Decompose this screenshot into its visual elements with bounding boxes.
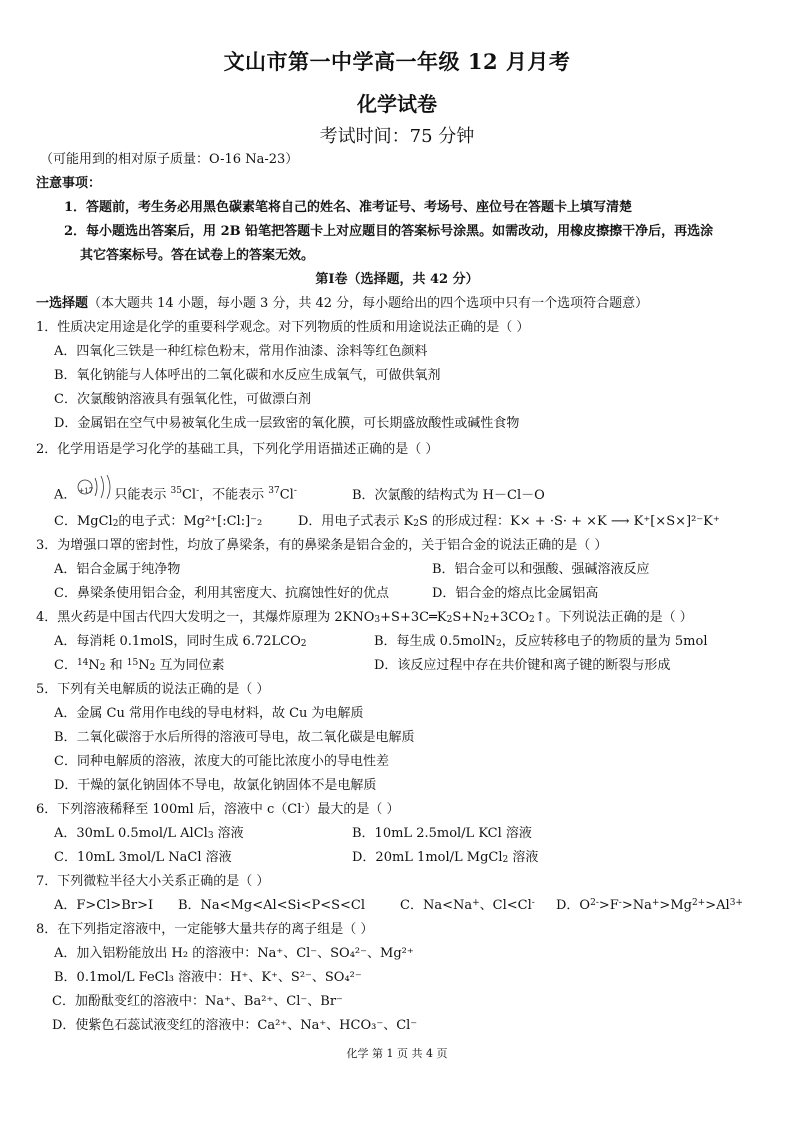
q7-option-c: C．Na<Na+、Cl<Cl- bbox=[400, 898, 535, 913]
q6-option-c: C．10mL 3mol/L NaCl 溶液 bbox=[54, 850, 232, 865]
page-footer: 化学 第 1 页 共 4 页 bbox=[346, 1047, 448, 1060]
q5-option-b: B．二氧化碳溶于水后所得的溶液可导电，故二氧化碳是电解质 bbox=[54, 730, 415, 745]
q1-stem: 1．性质决定用途是化学的重要科学观念。对下列物质的性质和用途说法正确的是（ ） bbox=[36, 320, 530, 335]
q5-option-a: A．金属 Cu 常用作电线的导电材料，故 Cu 为电解质 bbox=[54, 706, 364, 721]
q6-option-d: D．20mL 1mol/L MgCl$_2$ 溶液 bbox=[352, 850, 539, 865]
q7-option-a: A．F>Cl>Br>I bbox=[54, 898, 154, 913]
q6-stem: 6．下列溶液稀释至 100ml 后，溶液中 c（Cl-）最大的是（ ） bbox=[36, 802, 400, 817]
q8-option-c: C．加酚酞变红的溶液中：Na⁺、Ba²⁺、Cl⁻、Br⁻ bbox=[52, 994, 343, 1009]
q4-option-b: B．每生成 0.5molN$_2$，反应转移电子的物质的量为 5mol bbox=[374, 634, 708, 649]
q4-option-a: A．每消耗 0.1molS，同时生成 $6.72LCO_2$ bbox=[54, 634, 307, 649]
q7-option-d: D．$O^{2-}>F^->Na^+>Mg^{2+}>Al^{3+}$ bbox=[556, 898, 743, 913]
q4-option-c: C．$^{14}N_2$ 和 $^{15}N_2$ 互为同位素 bbox=[54, 658, 225, 673]
q8-stem: 8．在下列指定溶液中，一定能够大量共存的离子组是（ ） bbox=[36, 922, 374, 937]
q4-stem: 4．黑火药是中国古代四大发明之一，其爆炸原理为 $2KNO_3+S+3C═K_2S+N_2+3CO_2↑$。下列说法正确的是（ ） bbox=[36, 610, 693, 625]
q1-option-c: C．次氯酸钠溶液具有强氧化性，可做漂白剂 bbox=[54, 392, 311, 407]
exam-time: 考试时间：75 分钟 bbox=[319, 126, 475, 147]
exam-title: 文山市第一中学高一年级 12 月月考 bbox=[223, 49, 571, 74]
mgcl2-electron-formula: Mg²⁺[:Cl:]⁻₂ bbox=[183, 514, 263, 529]
q3-option-a: A．铝合金属于纯净物 bbox=[54, 562, 181, 577]
q2-a-label: A． bbox=[54, 487, 77, 503]
q2-option-b: B．次氯酸的结构式为 H－Cl－O bbox=[352, 488, 545, 503]
section-heading: 一选择题 bbox=[36, 296, 89, 311]
q6-option-b: B．10mL 2.5mol/L KCl 溶液 bbox=[352, 826, 532, 841]
q2-stem: 2．化学用语是学习化学的基础工具，下列化学用语描述正确的是（ ） bbox=[36, 442, 439, 457]
q2-option-a: A． +17 只能表示 $^{35}$Cl-，不能表示 $^{37}$Cl- bbox=[54, 484, 297, 506]
q8-option-a: A．加入铝粉能放出 H₂ 的溶液中：Na⁺、Cl⁻、SO₄²⁻、Mg²⁺ bbox=[54, 946, 414, 961]
subject-title: 化学试卷 bbox=[357, 92, 437, 116]
chlorine-ion-structure-diagram bbox=[76, 484, 114, 506]
section-description: （本大题共 14 小题，每小题 3 分，共 42 分，每小题给出的四个选项中只有一个选项符合题意） bbox=[88, 296, 649, 311]
q7-option-b: B．Na<Mg<Al<Si<P<S<Cl bbox=[178, 898, 366, 913]
section-title: 第Ⅰ卷（选择题，共 42 分） bbox=[315, 272, 479, 287]
atom-nucleus-charge: +17 bbox=[78, 487, 94, 495]
notice-heading: 注意事项： bbox=[36, 176, 102, 191]
k2s-formation-formula: K× + ·S· + ×K ⟶ K⁺[×S×]²⁻K⁺ bbox=[510, 514, 720, 529]
q5-option-c: C．同种电解质的溶液，浓度大的可能比浓度小的导电性差 bbox=[54, 754, 389, 769]
q1-option-b: B．氧化钠能与人体呼出的二氧化碳和水反应生成氧气，可做供氧剂 bbox=[54, 368, 441, 383]
q3-stem: 3．为增强口罩的密封性，均放了鼻梁条，有的鼻梁条是铝合金的，关于铝合金的说法正确的是（ ） bbox=[36, 538, 608, 553]
q5-stem: 5．下列有关电解质的说法正确的是（ ） bbox=[36, 682, 270, 697]
notice-item-1: 1．答题前，考生务必用黑色碳素笔将自己的姓名、准考证号、考场号、座位号在答题卡上填写清楚 bbox=[64, 200, 633, 215]
q5-option-d: D．干燥的氯化钠固体不导电，故氯化钠固体不是电解质 bbox=[54, 778, 377, 793]
q4-option-d: D．该反应过程中存在共价键和离子键的断裂与形成 bbox=[374, 658, 671, 673]
notice-item-2-line-2: 其它答案标号。答在试卷上的答案无效。 bbox=[80, 248, 315, 263]
q7-stem: 7．下列微粒半径大小关系正确的是（ ） bbox=[36, 874, 270, 889]
q8-option-b: B．0.1mol/L FeCl₃ 溶液中：H⁺、K⁺、S²⁻、SO₄²⁻ bbox=[54, 970, 362, 985]
q3-option-d: D．铝合金的熔点比金属铝高 bbox=[432, 586, 599, 601]
q6-option-a: A．30mL 0.5mol/L AlCl$_3$ 溶液 bbox=[54, 826, 244, 841]
q3-option-c: C．鼻梁条使用铝合金，利用其密度大、抗腐蚀性好的优点 bbox=[54, 586, 389, 601]
q2-option-d: D．用电子式表示 $K_2S$ 的形成过程：K× + ·S· + ×K ⟶ K⁺[×S×]²⁻K⁺ bbox=[298, 514, 720, 529]
q8-option-d: D．使紫色石蕊试液变红的溶液中：Ca²⁺、Na⁺、HCO₃⁻、Cl⁻ bbox=[52, 1018, 418, 1033]
atomic-mass-note: （可能用到的相对原子质量：O-16 Na-23） bbox=[40, 152, 299, 167]
q1-option-d: D．金属铝在空气中易被氧化生成一层致密的氧化膜，可长期盛放酸性或碱性食物 bbox=[54, 416, 520, 431]
q1-option-a: A．四氧化三铁是一种红棕色粉末，常用作油漆、涂料等红色颜料 bbox=[54, 344, 428, 359]
section-instructions bbox=[36, 294, 648, 314]
q3-option-b: B．铝合金可以和强酸、强碱溶液反应 bbox=[432, 562, 650, 577]
notice-item-2-line-1: 2．每小题选出答案后，用 2B 铅笔把答题卡上对应题目的答案标号涂黑。如需改动，用橡皮擦擦干净后，再选涂 bbox=[64, 224, 714, 239]
q2-option-c: C．MgCl$_2$的电子式：Mg²⁺[:Cl:]⁻₂ bbox=[54, 514, 263, 529]
